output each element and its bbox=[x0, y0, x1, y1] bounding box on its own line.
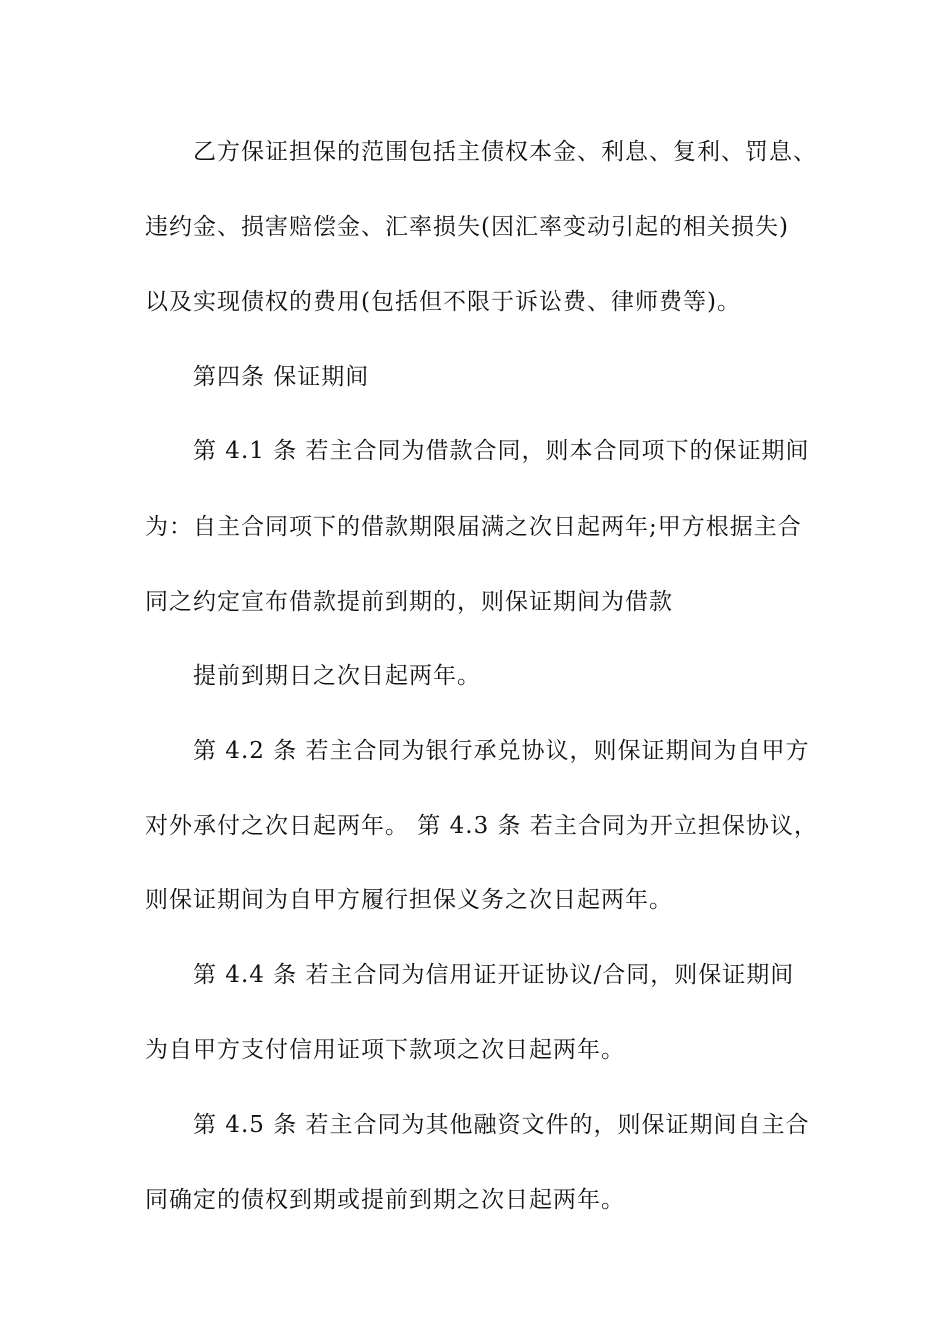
clause-line: 为：自主合同项下的借款期限届满之次日起两年;甲方根据主合 bbox=[145, 514, 802, 540]
clause-line: 同之约定宣布借款提前到期的，则保证期间为借款 bbox=[145, 589, 673, 615]
clause-line: 则保证期间为自甲方履行担保义务之次日起两年。 bbox=[145, 887, 673, 913]
clause-line: 第 4.1 条 若主合同为借款合同，则本合同项下的保证期间 bbox=[193, 438, 810, 464]
clause-line: 第 4.2 条 若主合同为银行承兑协议，则保证期间为自甲方 bbox=[193, 738, 810, 764]
clause-line: 第 4.5 条 若主合同为其他融资文件的，则保证期间自主合 bbox=[193, 1112, 810, 1138]
clause-line: 第 4.4 条 若主合同为信用证开证协议/合同，则保证期间 bbox=[193, 962, 795, 988]
clause-line: 提前到期日之次日起两年。 bbox=[193, 663, 481, 689]
paragraph-line: 以及实现债权的费用(包括但不限于诉讼费、律师费等)。 bbox=[145, 289, 741, 315]
paragraph-line: 违约金、损害赔偿金、汇率损失(因汇率变动引起的相关损失) bbox=[145, 214, 789, 240]
clause-line: 为自甲方支付信用证项下款项之次日起两年。 bbox=[145, 1037, 625, 1063]
clause-line: 对外承付之次日起两年。 第 4.3 条 若主合同为开立担保协议， bbox=[145, 813, 818, 839]
section-heading: 第四条 保证期间 bbox=[193, 364, 370, 390]
clause-line: 同确定的债权到期或提前到期之次日起两年。 bbox=[145, 1187, 625, 1213]
paragraph-line: 乙方保证担保的范围包括主债权本金、利息、复利、罚息、 bbox=[193, 139, 817, 165]
